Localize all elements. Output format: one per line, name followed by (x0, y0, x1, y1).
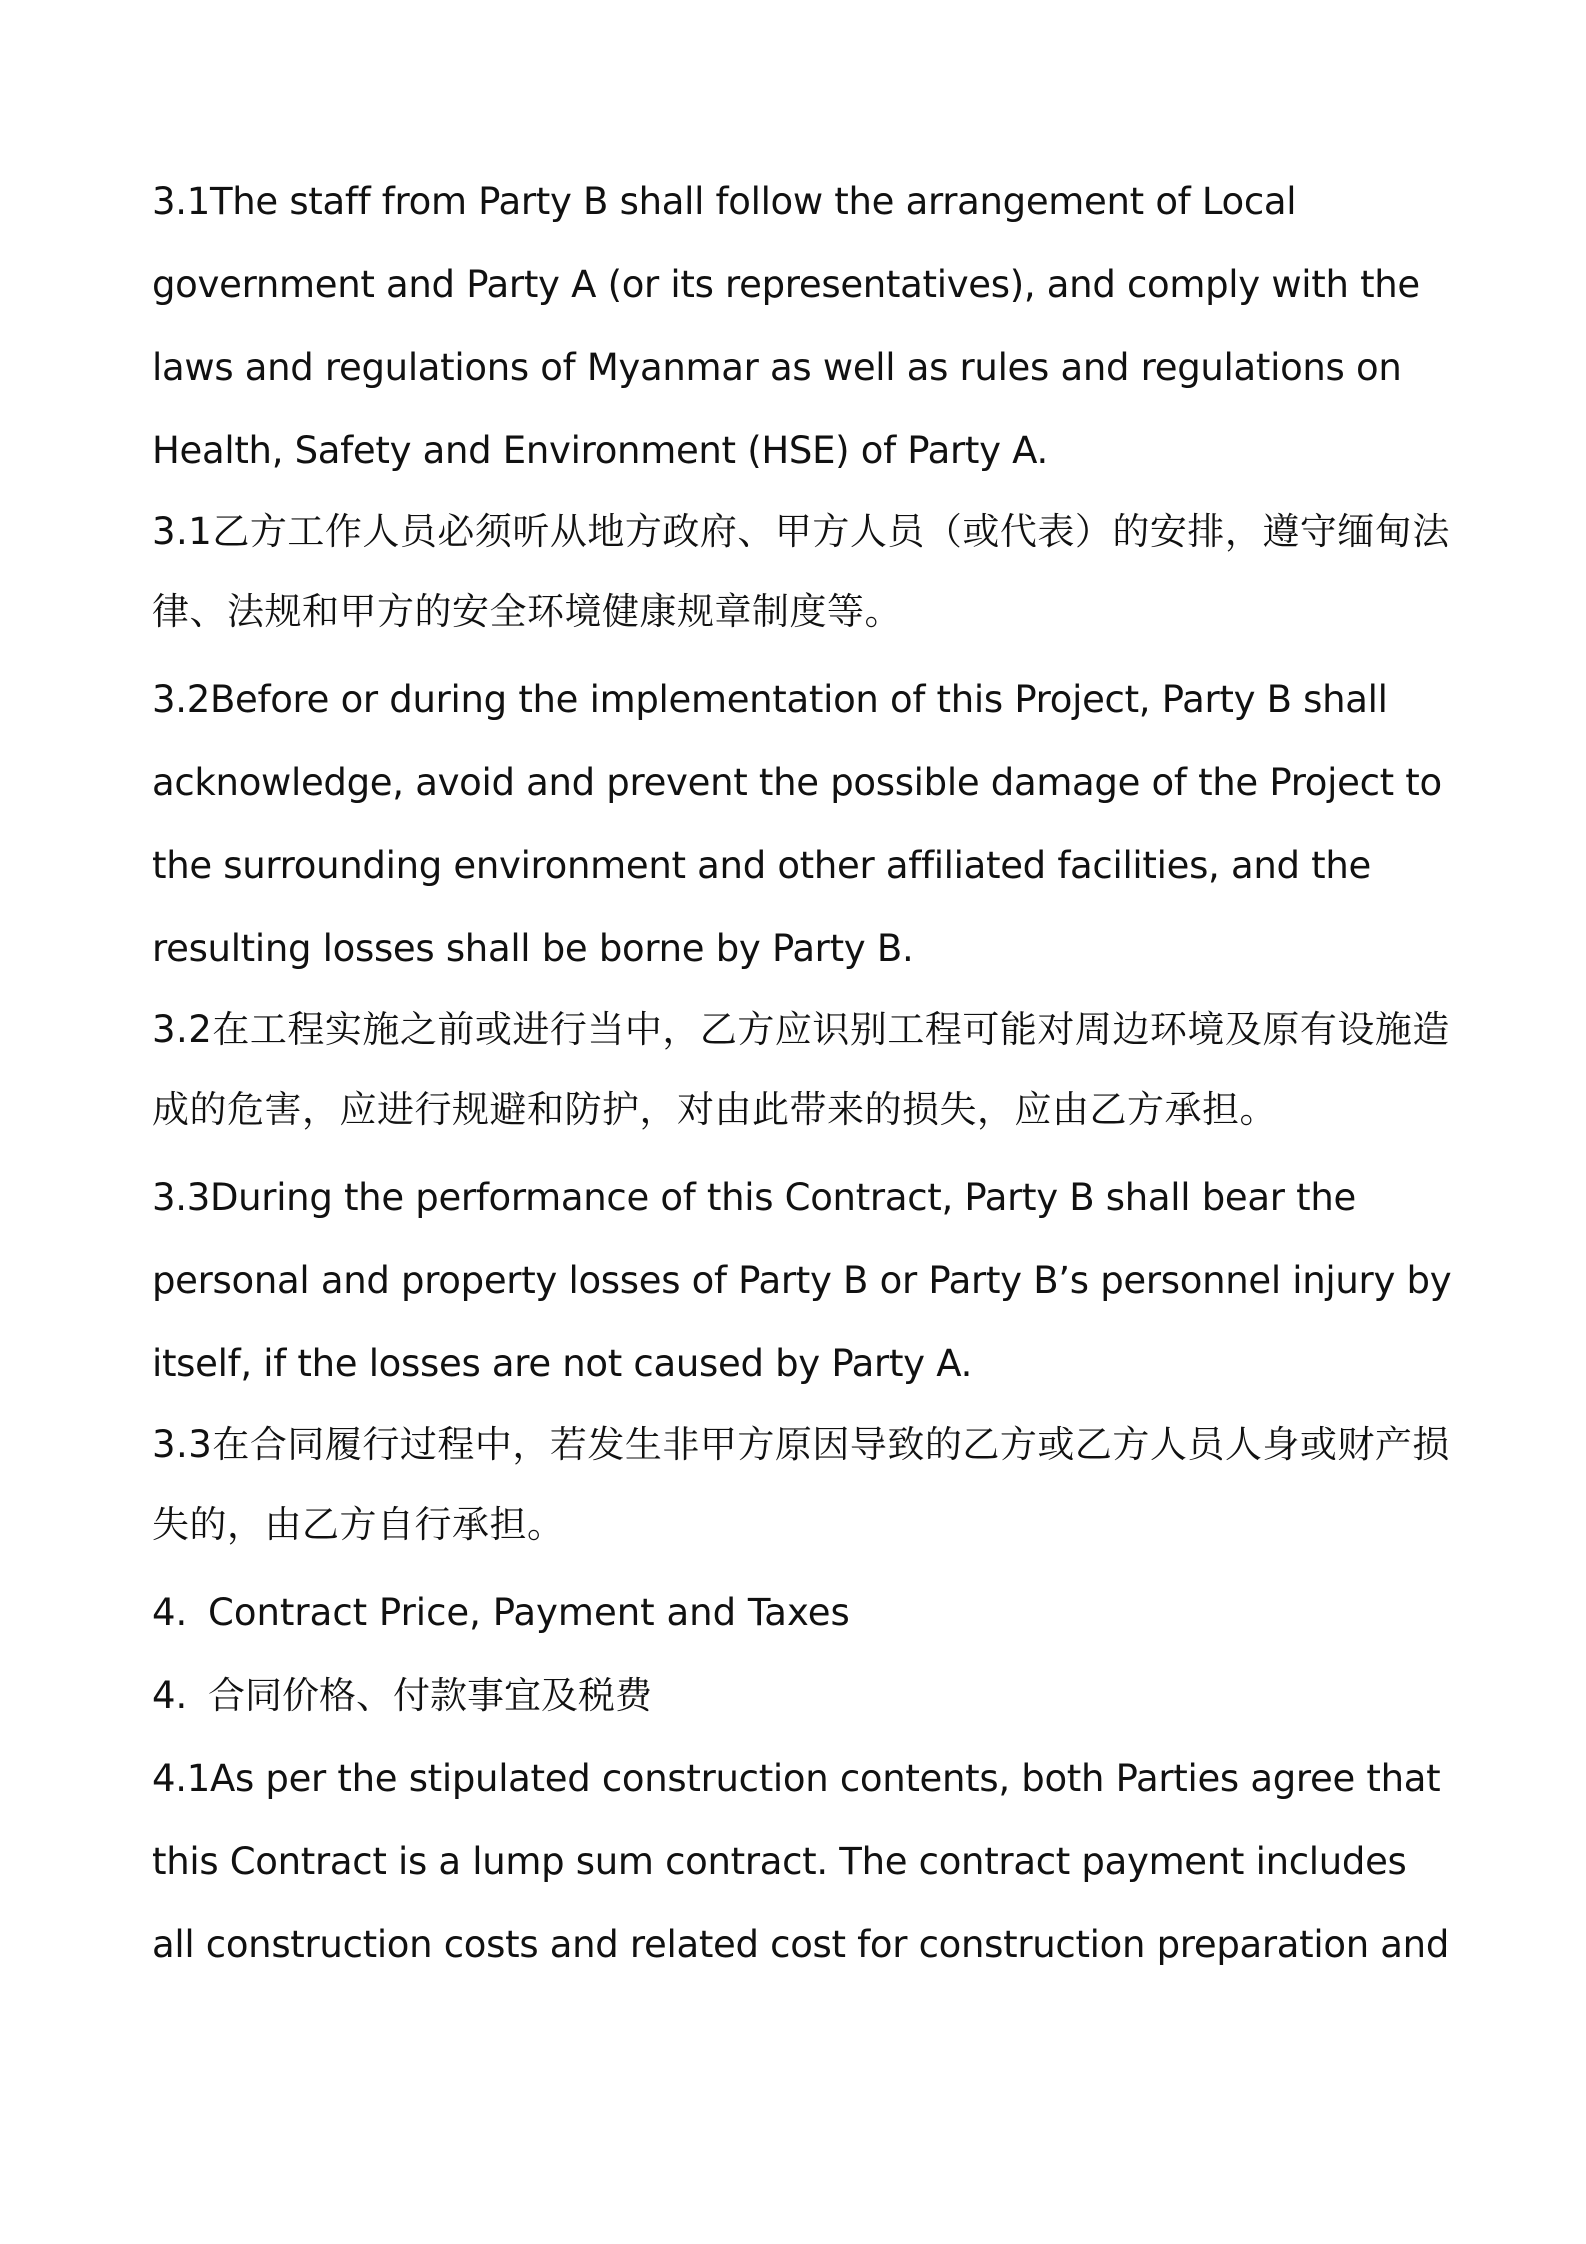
section-number: 4. (152, 1591, 188, 1634)
clause-3-1-english: 3.1The staff from Party B shall follow the arrangement of Local government and Party A (or its representatives), and comply with the laws and regulations of Myanmar as well as rules and regulations on Health, Safety and Environment (HSE) of Party A. (152, 180, 1420, 472)
section-4-heading-chinese (152, 1654, 1452, 1737)
section-title: Contract Price, Payment and Taxes (208, 1591, 850, 1634)
section-4-heading-english (152, 1571, 1452, 1654)
clause-3-3-chinese: 3.3在合同履行过程中，若发生非甲方原因导致的乙方或乙方人员人身或财产损失的，由乙方自行承担。 (152, 1423, 1450, 1546)
section-number: 4. (152, 1674, 188, 1717)
document-body (152, 160, 1452, 1986)
clause-3-3-english: 3.3During the performance of this Contract, Party B shall bear the personal and property losses of Party B or Party B’s personnel injury by itself, if the losses are not caused by Party A. (152, 1176, 1452, 1385)
clause-3-2-english: 3.2Before or during the implementation of this Project, Party B shall acknowledge, avoid and prevent the possible damage of the Project to the surrounding environment and other affiliated facilities, and the resulting losses shall be borne by Party B. (152, 678, 1442, 970)
clause-3-1-chinese: 3.1乙方工作人员必须听从地方政府、甲方人员（或代表）的安排，遵守缅甸法律、法规和甲方的安全环境健康规章制度等。 (152, 510, 1450, 633)
section-title: 合同价格、付款事宜及税费 (208, 1674, 652, 1717)
clause-4-1-english: 4.1As per the stipulated construction contents, both Parties agree that this Contract is a lump sum contract. The contract payment includes all construction costs and related cost for construction preparation and (152, 1757, 1450, 1966)
clause-3-2-chinese: 3.2在工程实施之前或进行当中，乙方应识别工程可能对周边环境及原有设施造成的危害，应进行规避和防护，对由此带来的损失，应由乙方承担。 (152, 1008, 1450, 1131)
